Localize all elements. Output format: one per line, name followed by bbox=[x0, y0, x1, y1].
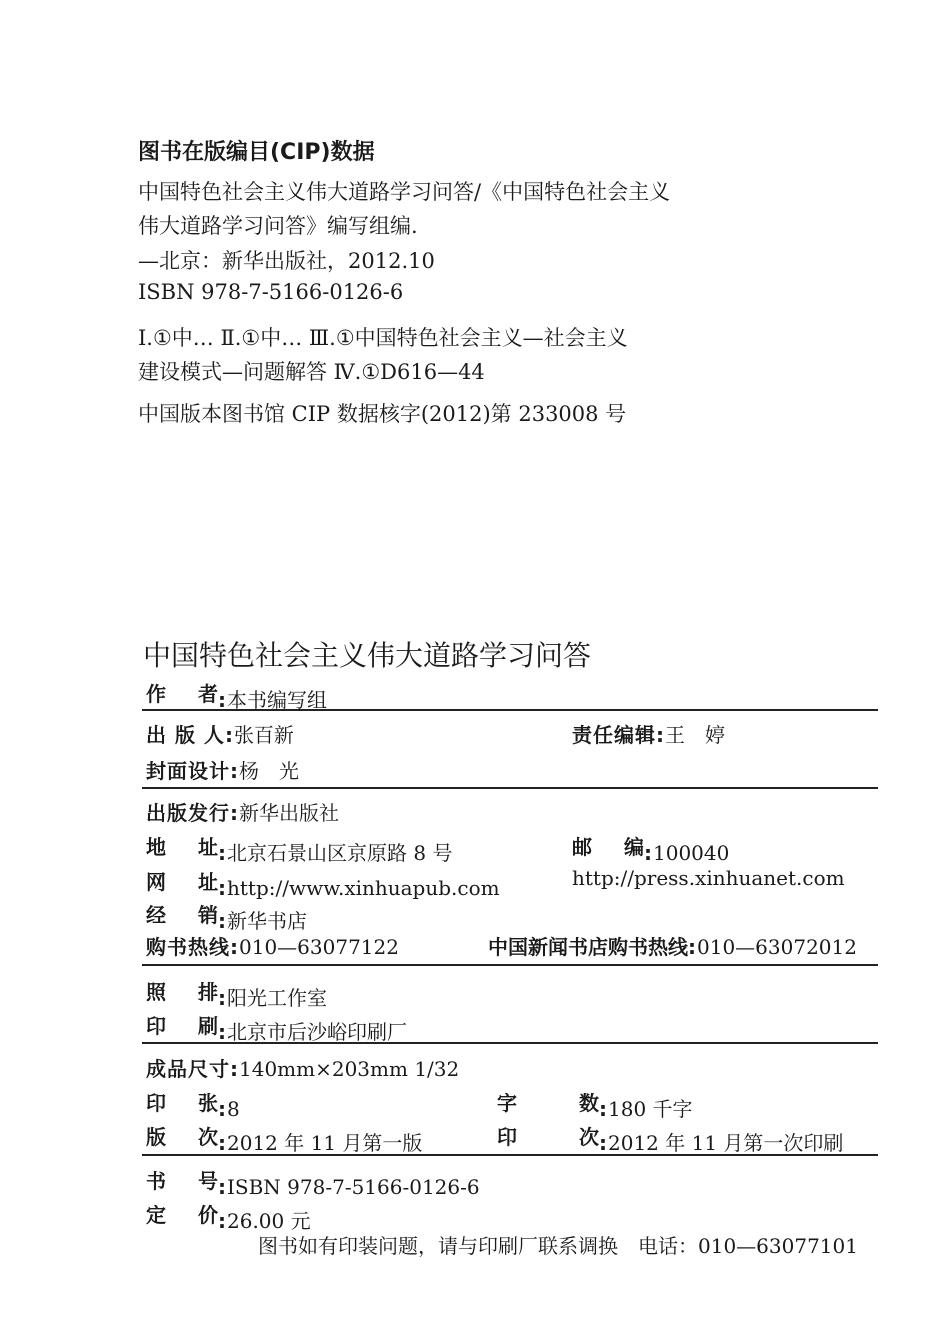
cip-classification-line-2: 建设模式—问题解答 Ⅳ.①D616—44 bbox=[138, 360, 485, 384]
cip-publisher-line: —北京：新华出版社，2012.10 bbox=[138, 249, 435, 273]
distributor-row: 出版发行:新华出版社 bbox=[146, 801, 339, 825]
seller-row: 经 销 :新华书店 bbox=[146, 903, 307, 933]
author-value: 本书编写组 bbox=[227, 688, 327, 712]
divider bbox=[142, 964, 878, 966]
size-row: 成品尺寸:140mm×203mm 1/32 bbox=[146, 1057, 460, 1081]
cip-record-number: 中国版本图书馆 CIP 数据核字(2012)第 233008 号 bbox=[138, 402, 627, 426]
website-link-2: http://press.xinhuanet.com bbox=[572, 866, 845, 890]
cip-title-line-2: 伟大道路学习问答》编写组编. bbox=[138, 214, 418, 238]
website-link: http://www.xinhuapub.com bbox=[227, 876, 500, 900]
address-row: 地 址 :北京石景山区京原路 8 号 bbox=[146, 835, 453, 865]
price-row: 定 价 :26.00 元 bbox=[146, 1203, 311, 1233]
footer-note: 图书如有印装问题，请与印刷厂联系调换 电话：010—63077101 bbox=[258, 1234, 858, 1258]
words-row: 字 数 :180 千字 bbox=[497, 1091, 693, 1121]
book-title: 中国特色社会主义伟大道路学习问答 bbox=[143, 639, 592, 672]
print-run-row: 印 次 :2012 年 11 月第一次印刷 bbox=[497, 1125, 844, 1155]
postcode-row: 邮 编 :100040 bbox=[572, 835, 730, 865]
cip-heading: 图书在版编目(CIP)数据 bbox=[138, 140, 375, 165]
divider bbox=[142, 1042, 878, 1044]
editor-row: 责任编辑:王 婷 bbox=[572, 723, 725, 747]
china-hotline-row: 中国新闻书店购书热线:010—63072012 bbox=[488, 935, 857, 959]
divider bbox=[142, 709, 878, 711]
sheets-row: 印 张 :8 bbox=[146, 1091, 240, 1121]
cover-design-row: 封面设计:杨 光 bbox=[146, 759, 299, 783]
cip-title-line: 中国特色社会主义伟大道路学习问答/《中国特色社会主义 bbox=[138, 180, 671, 204]
typeset-row: 照 排 :阳光工作室 bbox=[146, 980, 327, 1010]
cip-classification-line: Ⅰ.①中… Ⅱ.①中… Ⅲ.①中国特色社会主义—社会主义 bbox=[138, 326, 628, 350]
divider bbox=[142, 1154, 878, 1156]
publisher-person-row: 出 版 人:张百新 bbox=[146, 723, 294, 747]
website-row: 网 址 :http://www.xinhuapub.com bbox=[146, 870, 500, 900]
printing-row: 印 刷 :北京市后沙峪印刷厂 bbox=[146, 1014, 407, 1044]
hotline-row: 购书热线:010—63077122 bbox=[146, 935, 399, 959]
divider bbox=[142, 787, 878, 789]
author-row: 作 者 :本书编写组 bbox=[146, 682, 327, 712]
isbn-row: 书 号 :ISBN 978-7-5166-0126-6 bbox=[146, 1169, 480, 1199]
cip-isbn-line: ISBN 978-7-5166-0126-6 bbox=[138, 280, 404, 304]
edition-row: 版 次 :2012 年 11 月第一版 bbox=[146, 1125, 423, 1155]
